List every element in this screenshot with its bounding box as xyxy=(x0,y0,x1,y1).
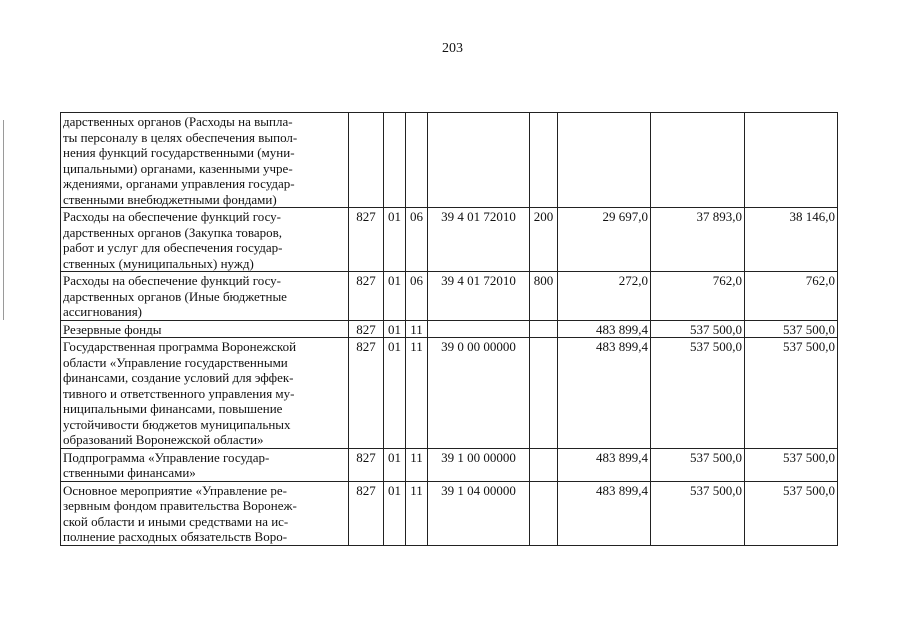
cell-amount-year-3: 762,0 xyxy=(745,272,838,321)
cell-amount-year-2: 537 500,0 xyxy=(651,448,745,481)
cell-amount-year-1: 483 899,4 xyxy=(558,481,651,545)
table-row xyxy=(61,208,838,272)
page-number: 203 xyxy=(442,41,463,56)
cell-admin-code: 827 xyxy=(349,448,384,481)
description-line: Государственная программа Воронежской xyxy=(63,339,297,354)
cell-description xyxy=(61,113,349,208)
table-row xyxy=(61,481,838,545)
cell-description xyxy=(61,338,349,449)
cell-description xyxy=(61,320,349,338)
cell-amount-year-1: 272,0 xyxy=(558,272,651,321)
cell-amount-year-2: 537 500,0 xyxy=(651,320,745,338)
description-line: области «Управление государственными xyxy=(63,354,288,370)
cell-amount-year-2: 762,0 xyxy=(651,272,745,321)
description-line: финансами, создание условий для эффек- xyxy=(63,370,294,385)
cell-section: 01 xyxy=(384,272,406,321)
cell-amount-year-2: 537 500,0 xyxy=(651,481,745,545)
cell-subsection: 11 xyxy=(406,338,428,449)
cell-expense-type: 200 xyxy=(530,208,558,272)
cell-subsection: 06 xyxy=(406,272,428,321)
cell-section: 01 xyxy=(384,481,406,545)
description-line: ской области и иными средствами на ис- xyxy=(63,513,289,529)
cell-description xyxy=(61,272,349,321)
description-line: Основное мероприятие «Управление ре- xyxy=(63,482,287,498)
cell-expense-type xyxy=(530,481,558,545)
description-line: ственными финансами» xyxy=(63,465,196,480)
cell-amount-year-1: 29 697,0 xyxy=(558,208,651,272)
cell-section: 01 xyxy=(384,448,406,481)
cell-expense-type xyxy=(530,113,558,208)
description-line: образований Воронежской области» xyxy=(63,432,264,447)
cell-target-article: 39 4 01 72010 xyxy=(428,272,530,321)
cell-amount-year-3: 38 146,0 xyxy=(745,208,838,272)
cell-target-article: 39 1 00 00000 xyxy=(428,448,530,481)
cell-amount-year-1: 483 899,4 xyxy=(558,320,651,338)
cell-section: 01 xyxy=(384,338,406,449)
table-row xyxy=(61,320,838,338)
cell-target-article: 39 4 01 72010 xyxy=(428,208,530,272)
cell-subsection xyxy=(406,113,428,208)
cell-admin-code: 827 xyxy=(349,338,384,449)
cell-admin-code: 827 xyxy=(349,272,384,321)
scan-margin-line xyxy=(3,120,4,320)
description-line: Расходы на обеспечение функций госу- xyxy=(63,209,282,224)
description-line: ственными внебюджетными фондами) xyxy=(63,191,277,207)
description-line: зервным фондом правительства Воронеж- xyxy=(63,498,297,513)
cell-amount-year-2: 537 500,0 xyxy=(651,338,745,449)
description-line: дарственных органов (Иные бюджетные xyxy=(63,288,287,304)
cell-expense-type: 800 xyxy=(530,272,558,321)
cell-section: 01 xyxy=(384,320,406,338)
cell-amount-year-3: 537 500,0 xyxy=(745,448,838,481)
description-line: ципальными) органами, казенными учре- xyxy=(63,160,293,176)
cell-expense-type xyxy=(530,448,558,481)
cell-target-article xyxy=(428,113,530,208)
description-line: ственных (муниципальных) нужд) xyxy=(63,255,254,271)
description-line: тивного и ответственного управления му- xyxy=(63,385,295,401)
description-line: ниципальными финансами, повышение xyxy=(63,401,283,416)
cell-amount-year-1: 483 899,4 xyxy=(558,338,651,449)
cell-section: 01 xyxy=(384,208,406,272)
description-line: Расходы на обеспечение функций госу- xyxy=(63,273,282,288)
description-line: дарственных органов (Закупка товаров, xyxy=(63,224,282,240)
description-line: работ и услуг для обеспечения государ- xyxy=(63,240,283,255)
description-line: ассигнования) xyxy=(63,304,143,319)
description-line: нения функций государственными (муни- xyxy=(63,145,295,160)
cell-amount-year-1: 483 899,4 xyxy=(558,448,651,481)
cell-amount-year-3: 537 500,0 xyxy=(745,481,838,545)
cell-target-article: 39 0 00 00000 xyxy=(428,338,530,449)
description-line: дарственных органов (Расходы на выпла- xyxy=(63,114,293,129)
cell-subsection: 06 xyxy=(406,208,428,272)
cell-expense-type xyxy=(530,338,558,449)
cell-admin-code: 827 xyxy=(349,320,384,338)
cell-admin-code: 827 xyxy=(349,481,384,545)
cell-amount-year-2: 37 893,0 xyxy=(651,208,745,272)
table-row xyxy=(61,272,838,321)
cell-amount-year-2 xyxy=(651,113,745,208)
cell-amount-year-3 xyxy=(745,113,838,208)
cell-subsection: 11 xyxy=(406,481,428,545)
description-line: ты персоналу в целях обеспечения выпол- xyxy=(63,129,298,145)
cell-target-article xyxy=(428,320,530,338)
budget-table-body xyxy=(61,113,838,546)
cell-subsection: 11 xyxy=(406,448,428,481)
description-line: Подпрограмма «Управление государ- xyxy=(63,449,270,465)
table-row xyxy=(61,448,838,481)
description-line: Резервные фонды xyxy=(63,321,162,337)
cell-amount-year-3: 537 500,0 xyxy=(745,320,838,338)
cell-expense-type xyxy=(530,320,558,338)
cell-subsection: 11 xyxy=(406,320,428,338)
cell-amount-year-3: 537 500,0 xyxy=(745,338,838,449)
budget-table xyxy=(60,112,838,546)
cell-amount-year-1 xyxy=(558,113,651,208)
description-line: ждениями, органами управления государ- xyxy=(63,176,295,191)
description-line: полнение расходных обязательств Воро- xyxy=(63,529,288,544)
cell-description xyxy=(61,448,349,481)
table-row xyxy=(61,338,838,449)
cell-section xyxy=(384,113,406,208)
cell-admin-code: 827 xyxy=(349,208,384,272)
table-row xyxy=(61,113,838,208)
description-line: устойчивости бюджетов муниципальных xyxy=(63,416,291,432)
cell-description xyxy=(61,481,349,545)
cell-admin-code xyxy=(349,113,384,208)
cell-target-article: 39 1 04 00000 xyxy=(428,481,530,545)
cell-description xyxy=(61,208,349,272)
